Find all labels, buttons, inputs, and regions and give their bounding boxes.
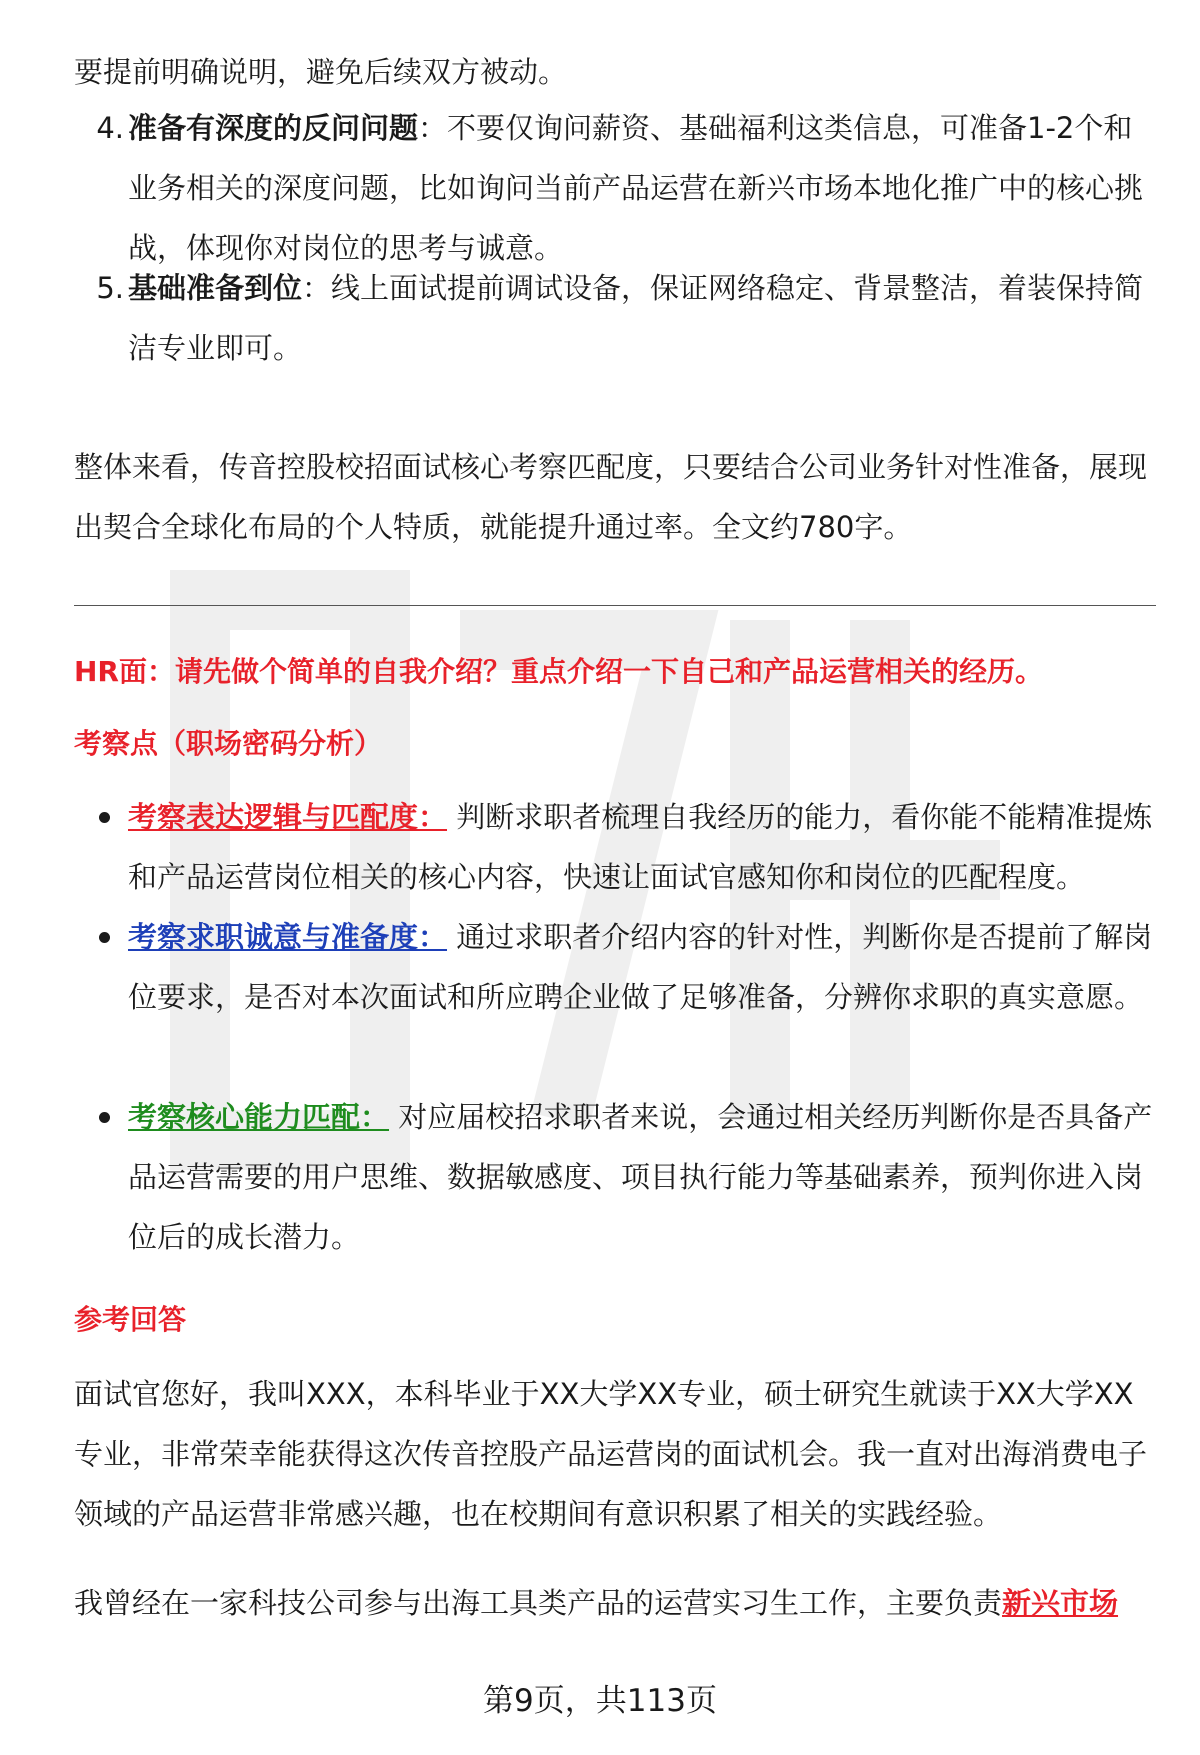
list-number: 4.	[96, 111, 124, 145]
section-divider	[74, 605, 1156, 606]
focus-point-label[interactable]: 考察核心能力匹配：	[128, 1100, 390, 1134]
bullet-icon	[99, 1112, 110, 1123]
focus-point-text: 通过求职者介绍内容的针对性，判断你是否提前了解岗位要求，是否对本次面试和所应聘企业做了足够准备，分辨你求职的真实意愿。	[128, 920, 1153, 1014]
intro-continuation: 要提前明确说明，避免后续双方被动。	[74, 55, 568, 89]
bullet-icon	[99, 812, 110, 823]
highlight-link[interactable]: 新兴市场	[1002, 1586, 1119, 1620]
summary-paragraph: 整体来看，传音控股校招面试核心考察匹配度，只要结合公司业务针对性准备，展现出契合全球化布局的个人特质，就能提升通过率。全文约780字。	[74, 450, 1148, 544]
bullet-icon	[99, 932, 110, 943]
focus-point-text: 对应届校招求职者来说，会通过相关经历判断你是否具备产品运营需要的用户思维、数据敏感度、项目执行能力等基础素养，预判你进入岗位后的成长潜力。	[128, 1100, 1153, 1254]
focus-heading: 考察点（职场密码分析）	[74, 727, 383, 760]
focus-point-label[interactable]: 考察表达逻辑与匹配度：	[128, 800, 448, 834]
tip-title: 准备有深度的反问问题	[128, 111, 419, 145]
page-number: 第9页，共113页	[483, 1683, 717, 1719]
answer-paragraph-2-text: 我曾经在一家科技公司参与出海工具类产品的运营实习生工作，主要负责	[74, 1586, 1003, 1620]
focus-point-3	[74, 1087, 1154, 1267]
focus-point-label[interactable]: 考察求职诚意与准备度：	[128, 920, 448, 954]
answer-heading: 参考回答	[74, 1303, 187, 1336]
tip-title: 基础准备到位	[128, 271, 303, 305]
list-item-tip-4	[74, 98, 1154, 278]
tip-text: ：线上面试提前调试设备，保证网络稳定、背景整洁，着装保持简洁专业即可。	[128, 271, 1144, 365]
answer-paragraph-2	[74, 1573, 1154, 1633]
focus-point-1	[74, 787, 1154, 907]
list-number: 5.	[96, 271, 124, 305]
interview-question: HR面：请先做个简单的自我介绍？重点介绍一下自己和产品运营相关的经历。	[74, 655, 1043, 688]
focus-point-2	[74, 907, 1154, 1027]
focus-point-text: 判断求职者梳理自我经历的能力，看你能不能精准提炼和产品运营岗位相关的核心内容，快速让面试官感知你和岗位的匹配程度。	[128, 800, 1153, 894]
list-item-tip-5	[74, 258, 1154, 378]
tip-text: ：不要仅询问薪资、基础福利这类信息，可准备1-2个和业务相关的深度问题，比如询问当前产品运营在新兴市场本地化推广中的核心挑战，体现你对岗位的思考与诚意。	[128, 111, 1144, 265]
answer-paragraph-1: 面试官您好，我叫XXX，本科毕业于XX大学XX专业，硕士研究生就读于XX大学XX专业，非常荣幸能获得这次传音控股产品运营岗的面试机会。我一直对出海消费电子领域的产品运营非常感兴趣，也在校期间有意识积累了相关的实践经验。	[74, 1377, 1148, 1531]
